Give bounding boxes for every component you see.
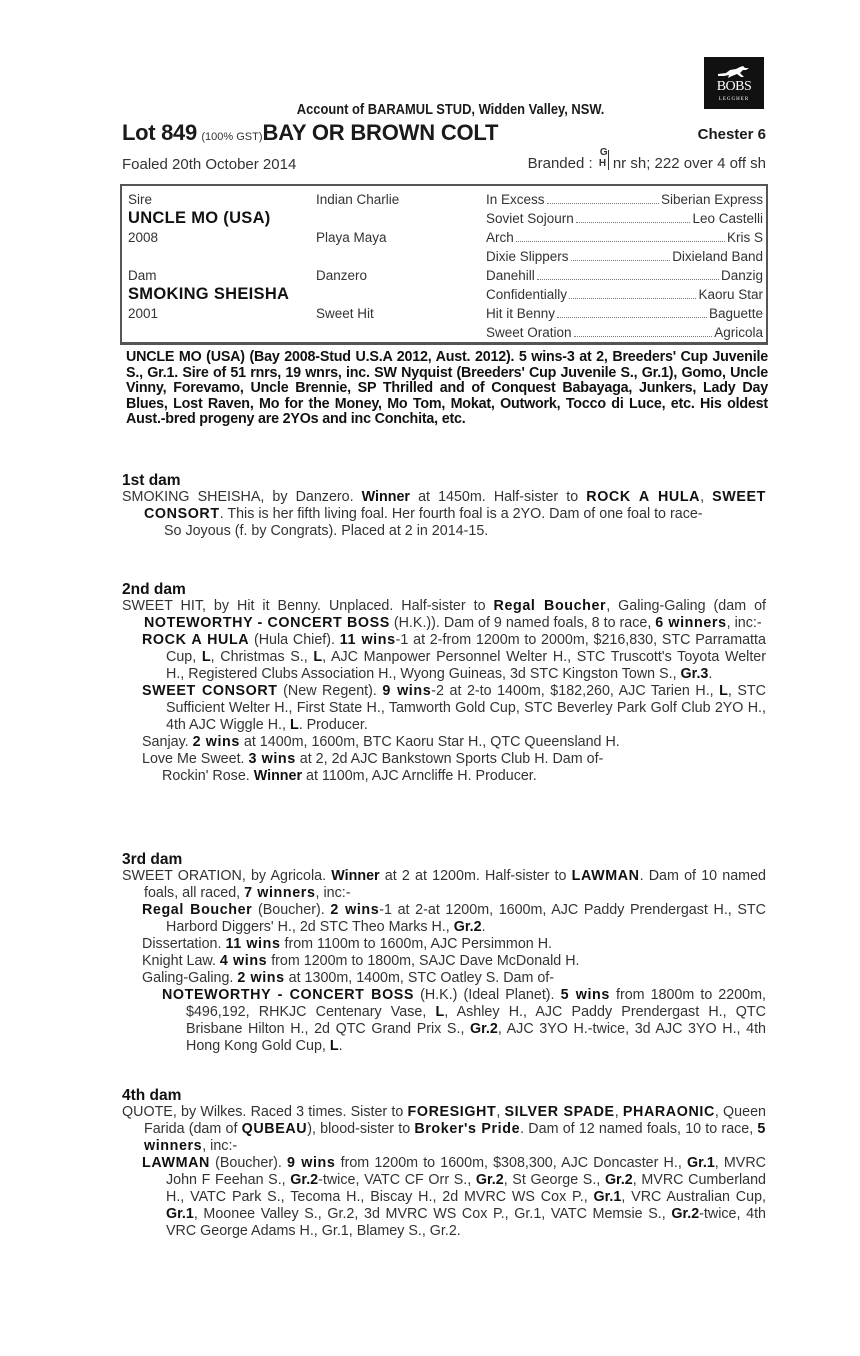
logo-brand: BOBS bbox=[716, 79, 752, 94]
great-grandparent-name: Hit it Benny bbox=[486, 306, 556, 321]
family-entry: SMOKING SHEISHA, by Danzero. Winner at 1450m. Half-sister to ROCK A HULA, SWEET CONSORT. This is her fifth living foal. Her fourth foal is a 2YO. Dam of one foal to race- bbox=[122, 489, 766, 522]
sire-label: Sire bbox=[128, 192, 153, 207]
vendor-account: Account of BARAMUL STUD, Widden Valley, NSW. bbox=[296, 101, 605, 118]
family-entry: Love Me Sweet. 3 wins at 2, 2d AJC Bankstown Sports Club H. Dam of- bbox=[142, 751, 604, 767]
great-grandparent-row bbox=[486, 285, 763, 304]
dot-leader bbox=[574, 336, 713, 337]
pedigree-great-grandparents bbox=[486, 190, 763, 342]
great-grandparent-sire: Siberian Express bbox=[660, 192, 763, 207]
grandparent: Sweet Hit bbox=[316, 306, 374, 321]
grandparent: Danzero bbox=[316, 268, 368, 283]
great-grandparent-name: Danehill bbox=[486, 268, 535, 283]
family-entry: Sanjay. 2 wins at 1400m, 1600m, BTC Kaoru Star H., QTC Queensland H. bbox=[142, 734, 620, 750]
grandparent: Playa Maya bbox=[316, 230, 387, 245]
family-entry: Galing-Galing. 2 wins at 1300m, 1400m, STC Oatley S. Dam of- bbox=[142, 970, 555, 986]
great-grandparent-name: Soviet Sojourn bbox=[486, 211, 574, 226]
great-grandparent-row bbox=[486, 266, 763, 285]
section-title: 4th dam bbox=[122, 1087, 182, 1104]
great-grandparent-row bbox=[486, 228, 763, 247]
dam-section bbox=[122, 472, 766, 540]
brand-mark-icon: G H bbox=[598, 147, 608, 169]
family-entry: Rockin' Rose. Winner at 1100m, AJC Arncliffe H. Producer. bbox=[162, 768, 537, 784]
great-grandparent-row bbox=[486, 209, 763, 228]
dot-leader bbox=[537, 279, 719, 280]
sire-name: UNCLE MO (USA) bbox=[128, 209, 271, 227]
dot-leader bbox=[569, 298, 696, 299]
grandparent: Indian Charlie bbox=[316, 192, 400, 207]
branded-label: Branded : bbox=[527, 155, 593, 172]
great-grandparent-sire: Agricola bbox=[714, 325, 763, 340]
great-grandparent-sire: Leo Castelli bbox=[692, 211, 763, 226]
family-entry: Knight Law. 4 wins from 1200m to 1800m, SAJC Dave McDonald H. bbox=[142, 953, 580, 969]
lot-heading bbox=[122, 120, 766, 148]
dot-leader bbox=[557, 317, 707, 318]
lot-number: Lot 849 bbox=[122, 120, 197, 145]
stable-location: Chester 6 bbox=[697, 126, 766, 143]
great-grandparent-row bbox=[486, 247, 763, 266]
brand-description bbox=[527, 147, 766, 172]
great-grandparent-sire: Kris S bbox=[726, 230, 763, 245]
sire-year: 2008 bbox=[128, 230, 159, 245]
pedigree-grandparents bbox=[316, 190, 466, 323]
branded-detail: nr sh; 222 over 4 off sh bbox=[612, 155, 766, 172]
section-title: 2nd dam bbox=[122, 581, 186, 598]
dot-leader bbox=[571, 260, 671, 261]
great-grandparent-sire: Danzig bbox=[720, 268, 763, 283]
dot-leader bbox=[576, 222, 691, 223]
dot-leader bbox=[547, 203, 659, 204]
racehorse-icon bbox=[716, 65, 752, 79]
family-entry: SWEET CONSORT (New Regent). 9 wins-2 at 2-to 1400m, $182,260, AJC Tarien H., L, STC Sufficient Welter H., First State H., Tamworth Gold Cup, STC Beverley Park Golf Club 2YO H., 4th AJC Wiggle H., L. Producer. bbox=[142, 683, 766, 733]
gst-note: (100% GST) bbox=[201, 131, 263, 143]
great-grandparent-name: Dixie Slippers bbox=[486, 249, 569, 264]
foaled-date: Foaled 20th October 2014 bbox=[122, 156, 297, 173]
family-entry: SWEET HIT, by Hit it Benny. Unplaced. Half-sister to Regal Boucher, Galing-Galing (dam of NOTEWORTHY - CONCERT BOSS (H.K.)). Dam of 9 named foals, 8 to race, 6 winners, inc:- bbox=[122, 598, 767, 631]
great-grandparent-name: Confidentially bbox=[486, 287, 568, 302]
great-grandparent-name: Arch bbox=[486, 230, 514, 245]
logo-subtitle: LEGGHER bbox=[718, 97, 750, 102]
family-entry: Regal Boucher (Boucher). 2 wins-1 at 2-at 1200m, 1600m, AJC Paddy Prendergast H., STC Harbord Diggers' H., 2d STC Theo Marks H., Gr.2. bbox=[142, 902, 766, 935]
dam-section bbox=[122, 581, 766, 785]
family-entry: NOTEWORTHY - CONCERT BOSS (H.K.) (Ideal Planet). 5 wins from 1800m to 2200m, $496,192, RHKJC Centenary Vase, L, Ashley H., AJC Paddy Prendergast H., QTC Brisbane Hilton H., 2d QTC Grand Prix S., Gr.2, AJC 3YO H.-twice, 3d AJC 3YO H., 4th Hong Kong Gold Cup, L. bbox=[162, 987, 766, 1054]
great-grandparent-name: Sweet Oration bbox=[486, 325, 572, 340]
great-grandparent-sire: Kaoru Star bbox=[698, 287, 763, 302]
section-title: 1st dam bbox=[122, 472, 181, 489]
section-title: 3rd dam bbox=[122, 851, 183, 868]
great-grandparent-sire: Dixieland Band bbox=[672, 249, 763, 264]
dam-year: 2001 bbox=[128, 306, 159, 321]
pedigree-parents bbox=[128, 190, 328, 323]
pedigree-table bbox=[120, 184, 768, 345]
great-grandparent-sire: Baguette bbox=[708, 306, 763, 321]
family-entry: SWEET ORATION, by Agricola. Winner at 2 at 1200m. Half-sister to LAWMAN. Dam of 10 named foals, all raced, 7 winners, inc:- bbox=[122, 868, 766, 901]
great-grandparent-row bbox=[486, 304, 763, 323]
dot-leader bbox=[516, 241, 725, 242]
family-entry: ROCK A HULA (Hula Chief). 11 wins-1 at 2-from 1200m to 2000m, $216,830, STC Parramatta Cup, L, Christmas S., L, AJC Manpower Personnel Welter H., STC Truscott's Toyota Welter H., Registered Clubs Association H., Wyong Guineas, 3d STC Kingston Town S., Gr.3. bbox=[142, 632, 767, 682]
dam-name: SMOKING SHEISHA bbox=[128, 285, 290, 303]
family-entry: Dissertation. 11 wins from 1100m to 1600m, AJC Persimmon H. bbox=[142, 936, 552, 952]
great-grandparent-row bbox=[486, 323, 763, 342]
dam-label: Dam bbox=[128, 268, 157, 283]
sire-summary: UNCLE MO (USA) (Bay 2008-Stud U.S.A 2012, Aust. 2012). 5 wins-3 at 2, Breeders' Cup Juvenile S., Gr.1. Sire of 51 rnrs, 19 wnrs, inc. SW Nyquist (Breeders' Cup Juvenile S., Gr.1), Gomo, Uncle Vinny, Forevamo, Uncle Brennie, SP Thrilled and of Conquest Babayaga, Junkers, Lady Day Blues, Lost Raven, Mo for the Money, Mo Tom, Mokat, Outwork, Tocco di Luce, etc. His oldest Aust.-bred progeny are 2YOs and inc Conchita, etc. bbox=[126, 349, 768, 427]
great-grandparent-row bbox=[486, 190, 763, 209]
family-entry: QUOTE, by Wilkes. Raced 3 times. Sister to FORESIGHT, SILVER SPADE, PHARAONIC, Queen Farida (dam of QUBEAU), blood-sister to Broker's Pride. Dam of 12 named foals, 10 to race, 5 winners, inc:- bbox=[122, 1104, 766, 1154]
dam-section bbox=[122, 851, 766, 1055]
dam-section bbox=[122, 1087, 766, 1240]
family-entry: So Joyous (f. by Congrats). Placed at 2 in 2014-15. bbox=[164, 523, 489, 539]
colour-sex: BAY OR BROWN COLT bbox=[262, 120, 499, 145]
great-grandparent-name: In Excess bbox=[486, 192, 545, 207]
family-entry: LAWMAN (Boucher). 9 wins from 1200m to 1600m, $308,300, AJC Doncaster H., Gr.1, MVRC John F Feehan S., Gr.2-twice, VATC CF Orr S., Gr.2, St George S., Gr.2, MVRC Cumberland H., VATC Park S., Tecoma H., Biscay H., 2d MVRC WS Cox P., Gr.1, VRC Australian Cup, Gr.1, Moonee Valley S., Gr.2, 3d MVRC WS Cox P., Gr.1, VATC Memsie S., Gr.2-twice, 4th VRC George Adams H., Gr.1, Blamey S., Gr.2. bbox=[142, 1155, 767, 1239]
